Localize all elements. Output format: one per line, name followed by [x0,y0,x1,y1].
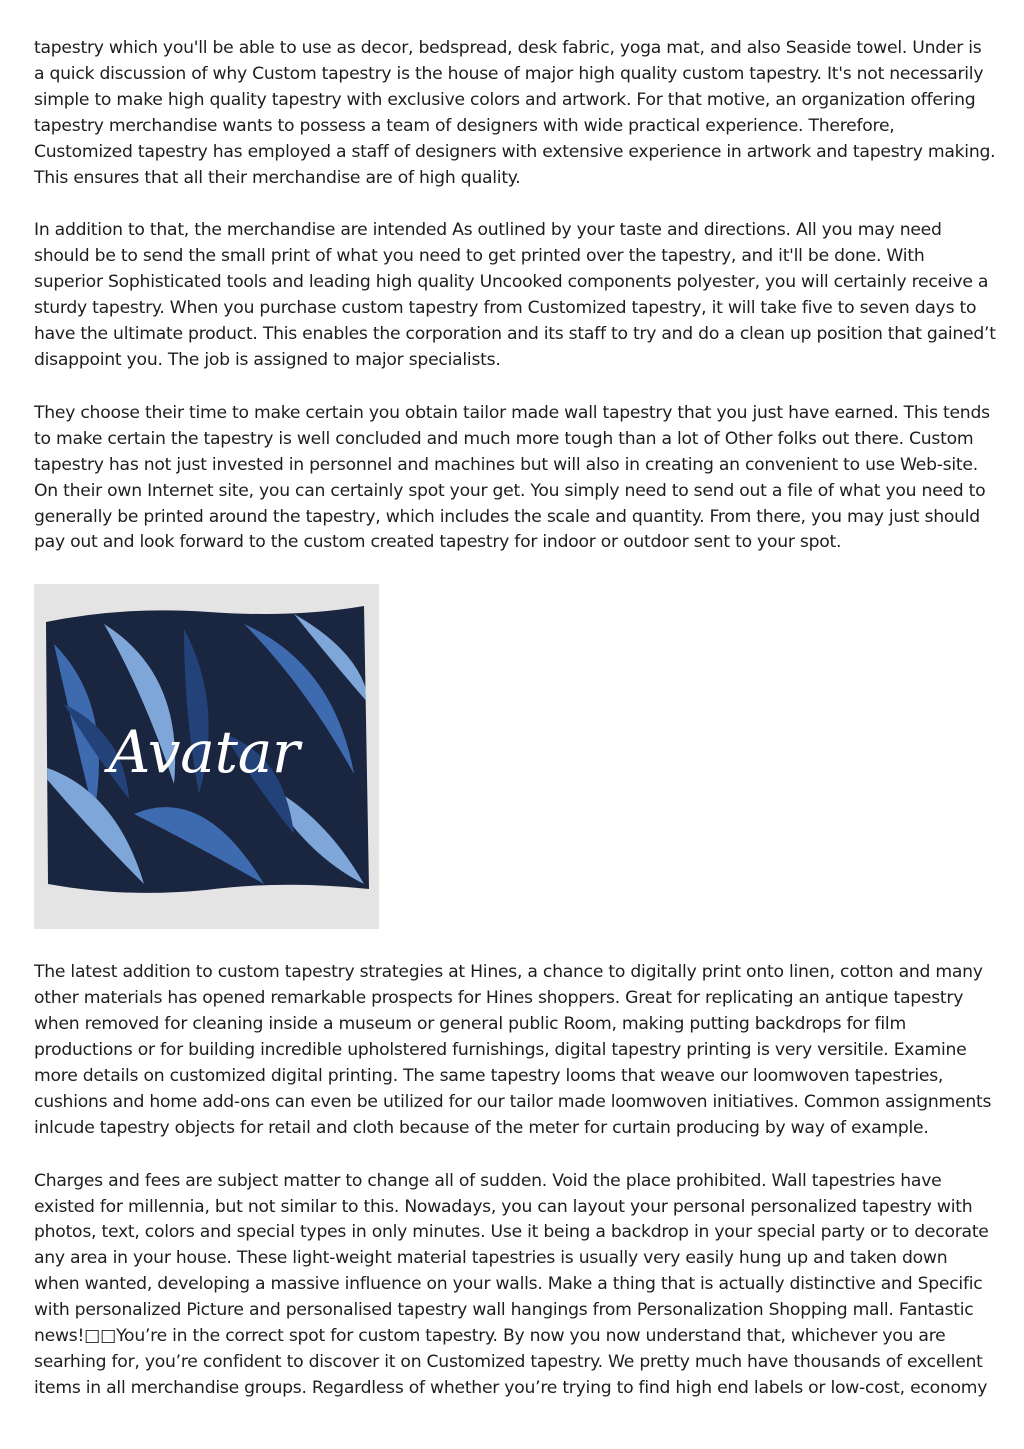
tapestry-lettering: Avatar [108,718,300,787]
paragraph: Charges and fees are subject matter to change all of sudden. Void the place prohibited. Wall tapestries have existed for millennia, but not similar to this. Nowadays, you can layout your personal personalized tapestry with photos, text, colors and special types in only minutes. Use it being a backdrop in your special party or to decorate any area in your house. These light-weight material tapestries is usually very easily hung up and taken down when wanted, developing a massive influence on your walls. Make a thing that is actually distinctive and Specific with personalized Picture and personalised tapestry wall hangings from Personalization Shopping mall. Fantastic news!□□You’re in the correct spot for custom tapestry. By now you now understand that, whichever you are searhing for, you’re confident to discover it on Customized tapestry. We pretty much have thousands of excellent items in all merchandise groups. Regardless of whether you’re trying to find high end labels or low-cost, economy [34,1170,989,1398]
tapestry-image [34,584,379,929]
paragraph: They choose their time to make certain you obtain tailor made wall tapestry that you just have earned. This tends to make certain the tapestry is well concluded and much more tough than a lot of Other folks out there. Custom tapestry has not just invested in personnel and machines but will also in creating an convenient to use Web-site. On their own Internet site, you can certainly spot your get. You simply need to send out a file of what you need to generally be printed around the tapestry, which includes the scale and quantity. From there, you may just should pay out and look forward to the custom created tapestry for indoor or outdoor sent to your spot. [34,402,990,553]
paragraph: In addition to that, the merchandise are intended As outlined by your taste and directions. All you may need should be to send the small print of what you need to get printed over the tapestry, and it'll be done. With superior Sophisticated tools and leading high quality Uncooked components polyester, you will certainly receive a sturdy tapestry. When you purchase custom tapestry from Customized tapestry, it will take five to seven days to have the ultimate product. This enables the corporation and its staff to try and do a clean up position that gained’t disappoint you. The job is assigned to major specialists. [34,220,996,370]
paragraph: tapestry which you'll be able to use as decor, bedspread, desk fabric, yoga mat, and also Seaside towel. Under is a quick discussion of why Custom tapestry is the house of major high quality custom tapestry. It's not necessarily simple to make high quality tapestry with exclusive colors and artwork. For that motive, an organization offering tapestry merchandise wants to possess a team of designers with wide practical experience. Therefore, Customized tapestry has employed a staff of designers with extensive experience in artwork and tapestry making. This ensures that all their merchandise are of high quality. [34,38,996,188]
tapestry-illustration [34,584,379,929]
document-body [34,36,996,1402]
paragraph: The latest addition to custom tapestry strategies at Hines, a chance to digitally print onto linen, cotton and many other materials has opened remarkable prospects for Hines shoppers. Great for replicating an antique tapestry when removed for cleaning inside a museum or general public Room, making putting backdrops for film productions or for building incredible upholstered furnishings, digital tapestry printing is very versitile. Examine more details on customized digital printing. The same tapestry looms that weave our loomwoven tapestries, cushions and home add-ons can even be utilized for our tailor made loomwoven initiatives. Common assignments inlcude tapestry objects for retail and cloth because of the meter for curtain producing by way of example. [34,962,992,1138]
